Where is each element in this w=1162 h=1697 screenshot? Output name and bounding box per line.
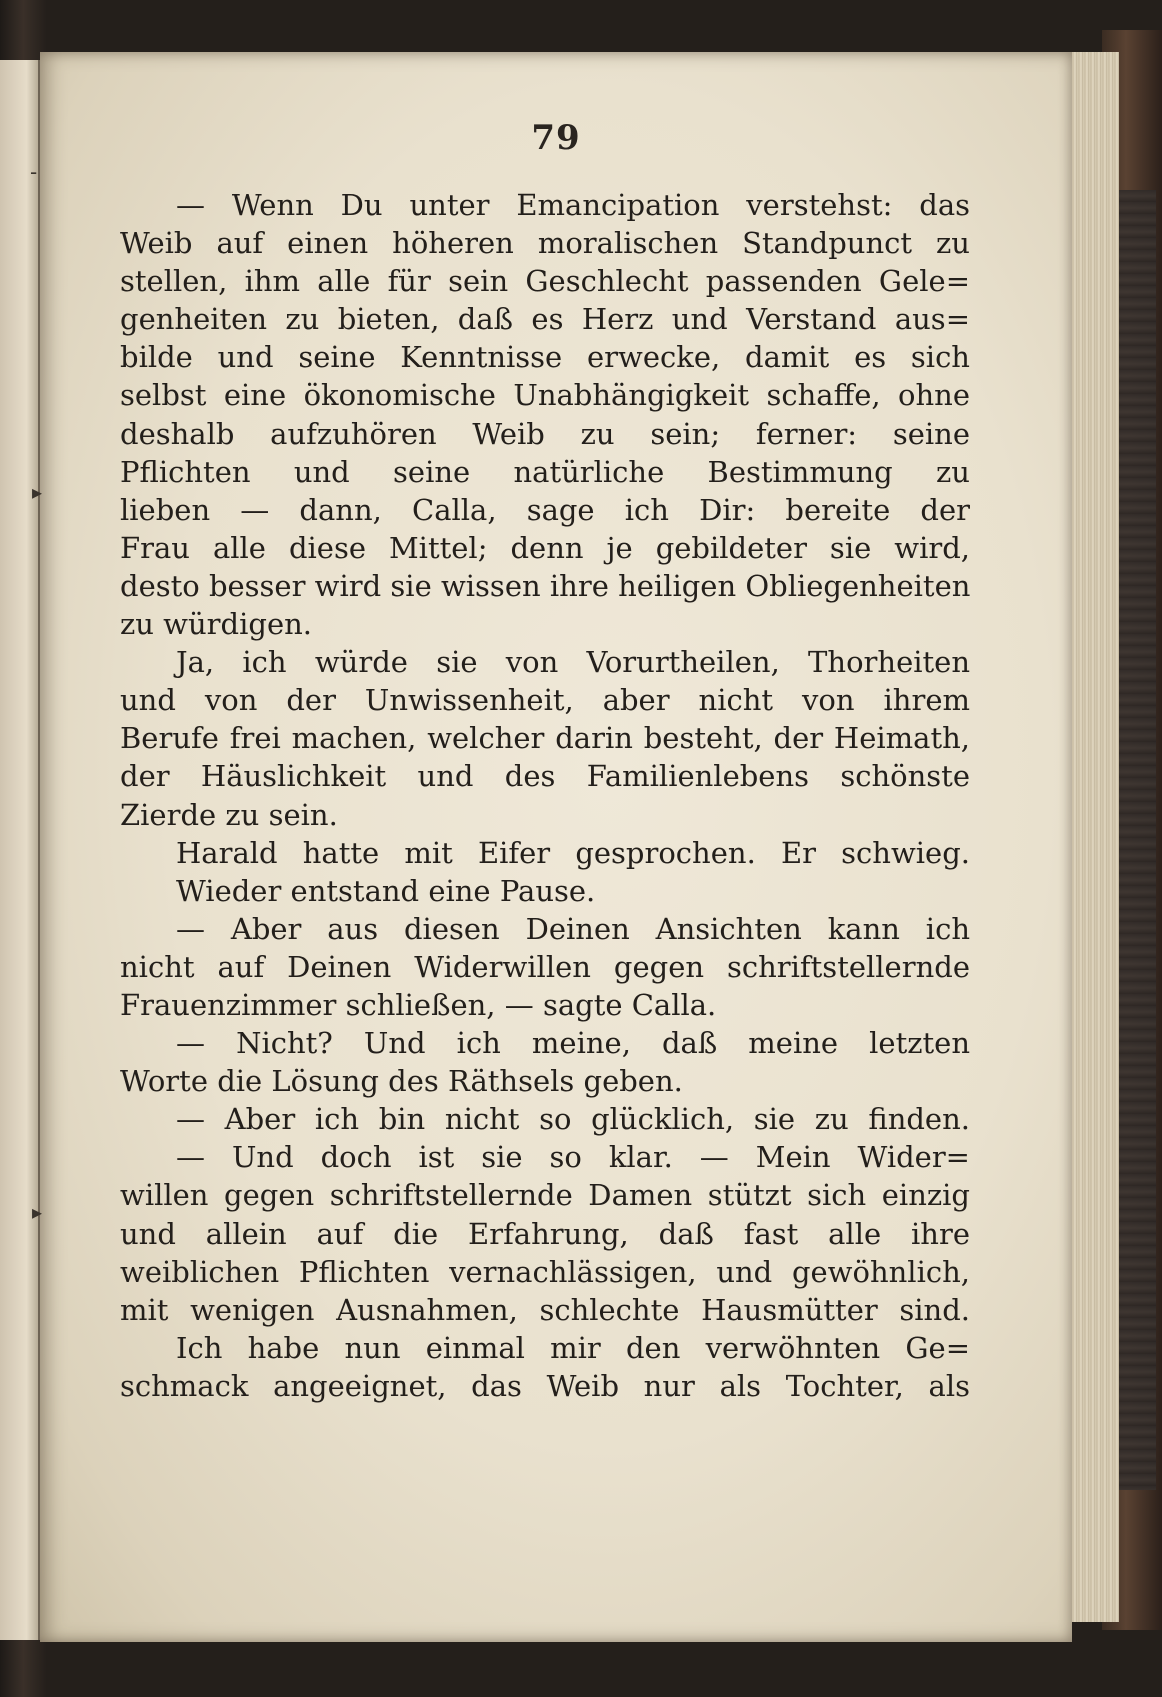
- margin-tick-mark: -: [30, 160, 38, 184]
- text-line: genheiten zu bieten, daß es Herz und Verstand aus=: [120, 302, 970, 337]
- text-line: Pflichten und seine natürliche Bestimmung zu: [120, 454, 970, 489]
- text-line: Wieder entstand eine Pause.: [176, 873, 596, 908]
- text-line: — Wenn Du unter Emancipation verstehst: das: [176, 188, 970, 222]
- margin-arrow-mark: ▸: [32, 1200, 43, 1224]
- text-line: stellen, ihm alle für sein Geschlecht passenden Gele=: [120, 264, 970, 299]
- text-line: Harald hatte mit Eifer gesprochen. Er schwieg.: [176, 835, 970, 870]
- text-line: — Aber ich bin nicht so glücklich, sie zu finden.: [176, 1102, 970, 1137]
- text-line: Frauenzimmer schließen, — sagte Calla.: [120, 987, 717, 1022]
- text-line: — Und doch ist sie so klar. — Mein Wider=: [176, 1140, 970, 1175]
- text-line: Weib auf einen höheren moralischen Standpunct zu: [120, 226, 970, 261]
- book-page: [40, 52, 1072, 1642]
- text-line: Berufe frei machen, welcher darin besteht, der Heimath,: [120, 721, 970, 756]
- facing-page-edge: [0, 60, 43, 1640]
- text-line: Worte die Lösung des Räthsels geben.: [120, 1064, 683, 1099]
- text-line: und allein auf die Erfahrung, daß fast alle ihre: [120, 1216, 970, 1251]
- text-line: und von der Unwissenheit, aber nicht von ihrem: [120, 683, 970, 718]
- text-line: weiblichen Pflichten vernachlässigen, und gewöhnlich,: [120, 1254, 970, 1289]
- text-line: Ich habe nun einmal mir den verwöhnten Ge=: [176, 1330, 970, 1365]
- text-line: Frau alle diese Mittel; denn je gebildeter sie wird,: [120, 530, 970, 565]
- text-line: selbst eine ökonomische Unabhängigkeit schaffe, ohne: [120, 378, 970, 413]
- text-line: bilde und seine Kenntnisse erwecke, damit es sich: [120, 340, 970, 375]
- text-line: — Nicht? Und ich meine, daß meine letzten: [176, 1026, 970, 1061]
- text-line: willen gegen schriftstellernde Damen stützt sich einzig: [120, 1178, 970, 1213]
- text-line: deshalb aufzuhören Weib zu sein; ferner: seine: [120, 416, 970, 451]
- text-line: Zierde zu sein.: [120, 797, 338, 832]
- text-line: Ja, ich würde sie von Vorurtheilen, Thorheiten: [176, 645, 970, 680]
- page-number: 79: [531, 118, 581, 158]
- text-line: nicht auf Deinen Widerwillen gegen schriftstellernde: [120, 949, 970, 984]
- text-line: der Häuslichkeit und des Familienlebens schönste: [120, 759, 970, 794]
- text-line: mit wenigen Ausnahmen, schlechte Hausmütter sind.: [120, 1292, 970, 1327]
- text-line: schmack angeeignet, das Weib nur als Tochter, als: [120, 1368, 970, 1403]
- margin-arrow-mark: ▸: [32, 480, 43, 504]
- text-line: desto besser wird sie wissen ihre heiligen Obliegenheiten: [120, 568, 970, 603]
- text-line: — Aber aus diesen Deinen Ansichten kann ich: [176, 911, 970, 946]
- body-text: [120, 186, 970, 1405]
- text-line: zu würdigen.: [120, 607, 312, 642]
- text-line: lieben — dann, Calla, sage ich Dir: bereite der: [120, 492, 970, 527]
- page-stack-edge: [1070, 52, 1119, 1622]
